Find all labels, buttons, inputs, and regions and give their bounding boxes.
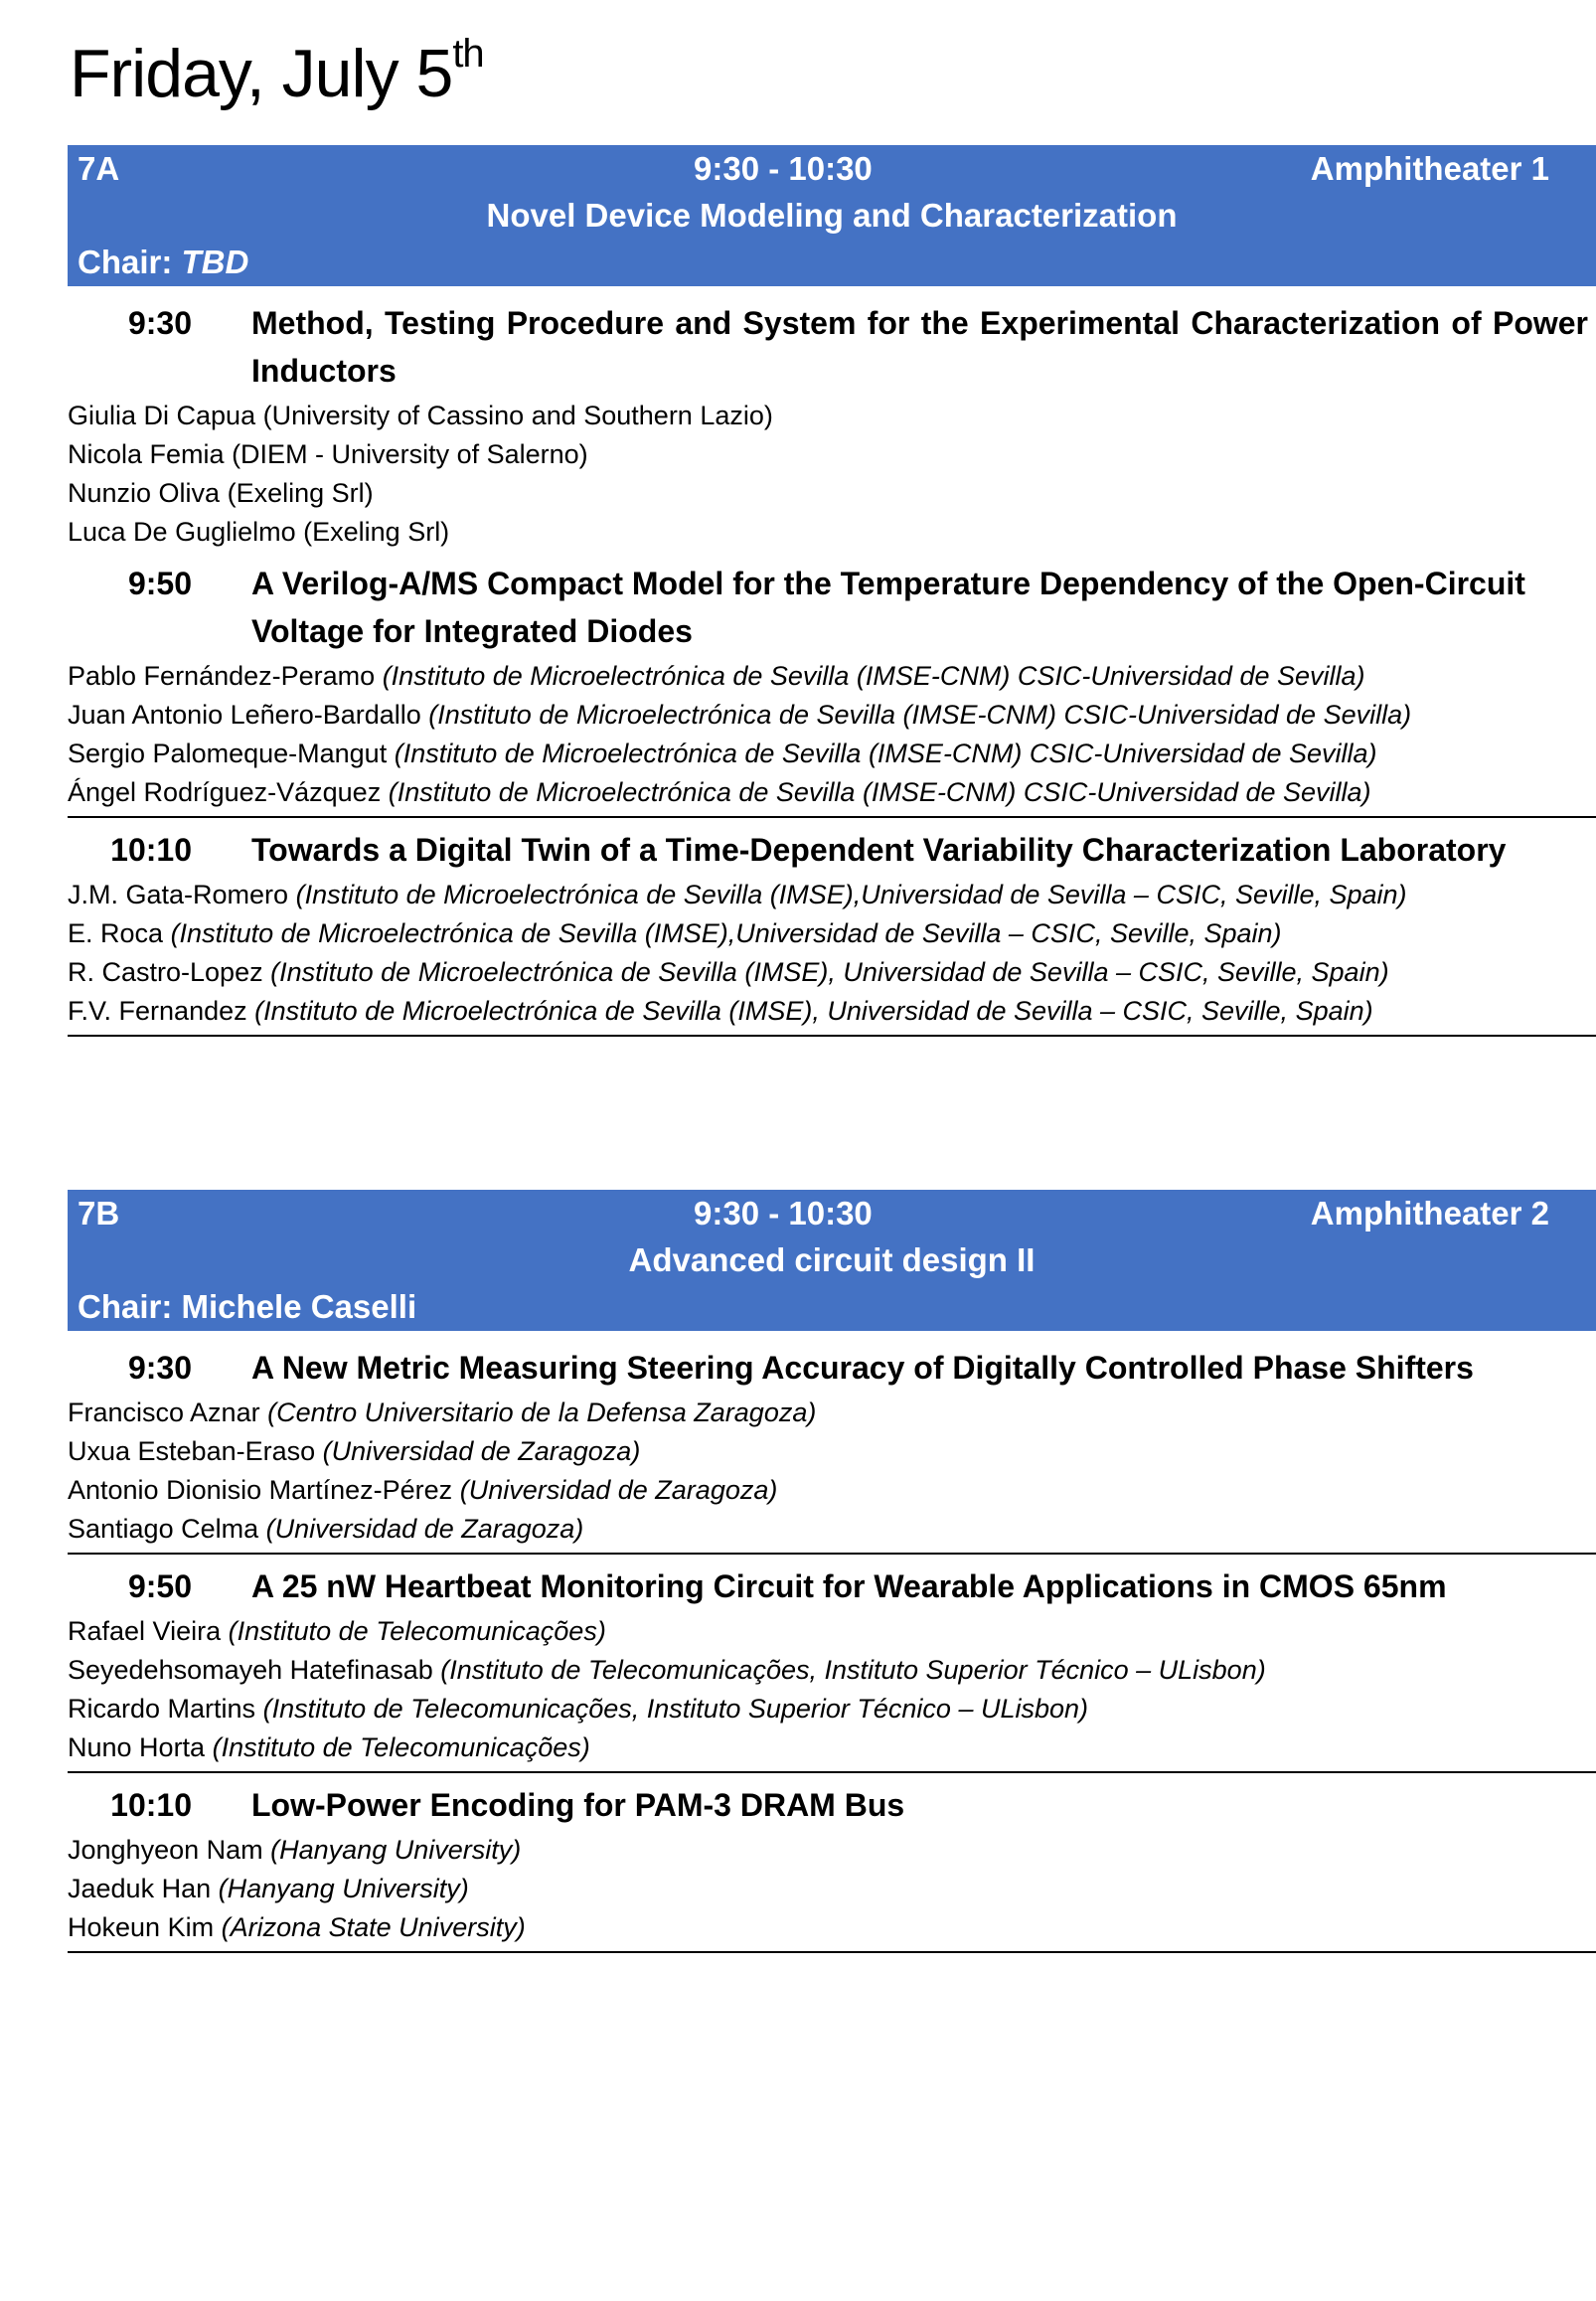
author-affiliation: (Universidad de Zaragoza) xyxy=(265,1514,584,1544)
session-title: Novel Device Modeling and Characterization xyxy=(486,197,1178,234)
paper-title: A New Metric Measuring Steering Accuracy of Digitally Controlled Phase Shifters xyxy=(251,1350,1474,1386)
paper-title: Method, Testing Procedure and System for the Experimental Characterization of Power Inductors xyxy=(251,305,1588,389)
paper-time: 9:50 xyxy=(127,1568,192,1604)
author-line xyxy=(68,1471,1596,1510)
author-name: Nunzio Oliva xyxy=(68,478,221,508)
paper-time: 9:30 xyxy=(127,305,192,341)
session-header xyxy=(68,145,1596,286)
author-affiliation: (Arizona State University) xyxy=(221,1912,526,1942)
chair-name: TBD xyxy=(181,244,249,280)
author-affiliation: (Hanyang University) xyxy=(270,1835,522,1865)
author-name: Jonghyeon Nam xyxy=(68,1835,263,1865)
author-affiliation: (Instituto de Microelectrónica de Sevilla (IMSE),Universidad de Sevilla – CSIC, Seville, Spain) xyxy=(295,880,1407,909)
author-affiliation: (Hanyang University) xyxy=(218,1874,469,1903)
author-name: Santiago Celma xyxy=(68,1514,259,1544)
author-affiliation: (Instituto de Microelectrónica de Sevilla (IMSE),Universidad de Sevilla – CSIC, Seville, Spain) xyxy=(170,918,1282,948)
author-line xyxy=(68,696,1596,735)
author-affiliation: (Centro Universitario de la Defensa Zaragoza) xyxy=(267,1397,817,1427)
author-name: Luca De Guglielmo xyxy=(68,517,296,547)
session-code: 7B xyxy=(78,1195,120,1232)
page-title xyxy=(70,34,484,113)
paper-time: 9:30 xyxy=(127,1350,192,1386)
author-line xyxy=(68,657,1596,696)
author-affiliation: (Instituto de Microelectrónica de Sevilla (IMSE), Universidad de Sevilla – CSIC, Seville, Spain) xyxy=(270,957,1389,987)
author-affiliation: (Instituto de Telecomunicações, Instituto Superior Técnico – ULisbon) xyxy=(262,1694,1089,1724)
author-list xyxy=(68,1610,1596,1771)
chair-label: Chair: xyxy=(78,244,182,280)
paper-time: 10:10 xyxy=(110,832,192,868)
author-name: Nicola Femia xyxy=(68,439,225,469)
author-line xyxy=(68,876,1596,914)
author-line xyxy=(68,1432,1596,1471)
author-affiliation: (Instituto de Microelectrónica de Sevilla (IMSE-CNM) CSIC-Universidad de Sevilla) xyxy=(428,700,1412,730)
day-ordinal-suffix: th xyxy=(452,32,484,76)
author-name: Juan Antonio Leñero-Bardallo xyxy=(68,700,421,730)
author-name: Uxua Esteban-Eraso xyxy=(68,1436,316,1466)
session-room: Amphitheater 2 xyxy=(1310,1195,1549,1232)
author-line xyxy=(68,397,1596,435)
author-name: Seyedehsomayeh Hatefinasab xyxy=(68,1655,433,1685)
author-affiliation: (Universidad de Zaragoza) xyxy=(459,1475,778,1505)
paper-time: 9:50 xyxy=(127,566,192,601)
author-affiliation: (Instituto de Microelectrónica de Sevilla (IMSE), Universidad de Sevilla – CSIC, Seville, Spain) xyxy=(254,996,1373,1026)
chair-name: Michele Caselli xyxy=(181,1288,417,1325)
author-affiliation: (Instituto de Telecomunicações) xyxy=(228,1616,606,1646)
author-line xyxy=(68,1831,1596,1870)
session-time: 9:30 - 10:30 xyxy=(694,1195,873,1232)
paper-item xyxy=(68,1555,1596,1773)
paper-title: Towards a Digital Twin of a Time-Dependent Variability Characterization Laboratory xyxy=(251,832,1507,868)
author-line xyxy=(68,953,1596,992)
author-name: R. Castro-Lopez xyxy=(68,957,263,987)
chair-label: Chair: xyxy=(78,1288,182,1325)
author-line xyxy=(68,435,1596,474)
author-line xyxy=(68,1690,1596,1728)
author-list xyxy=(68,395,1596,556)
session-chair xyxy=(78,1283,416,1330)
author-name: Pablo Fernández-Peramo xyxy=(68,661,376,691)
author-line xyxy=(68,992,1596,1031)
author-name: Antonio Dionisio Martínez-Pérez xyxy=(68,1475,453,1505)
author-affiliation: (DIEM - University of Salerno) xyxy=(232,439,588,469)
author-line xyxy=(68,1908,1596,1947)
author-name: F.V. Fernandez xyxy=(68,996,247,1026)
author-name: E. Roca xyxy=(68,918,164,948)
author-line xyxy=(68,1510,1596,1549)
session-header xyxy=(68,1190,1596,1331)
paper-title: Low-Power Encoding for PAM-3 DRAM Bus xyxy=(251,1787,905,1823)
author-name: Ricardo Martins xyxy=(68,1694,256,1724)
paper-item xyxy=(68,286,1596,556)
day-label: Friday, July 5 xyxy=(70,36,453,111)
author-name: Jaeduk Han xyxy=(68,1874,212,1903)
session-title: Advanced circuit design II xyxy=(628,1241,1036,1278)
session-room: Amphitheater 1 xyxy=(1310,150,1549,187)
paper-title: A 25 nW Heartbeat Monitoring Circuit for Wearable Applications in CMOS 65nm xyxy=(251,1568,1447,1604)
author-line xyxy=(68,735,1596,773)
author-name: Rafael Vieira xyxy=(68,1616,222,1646)
author-line xyxy=(68,474,1596,513)
paper-title: A Verilog-A/MS Compact Model for the Temperature Dependency of the Open-Circuit Voltage for Integrated Diodes xyxy=(251,566,1525,649)
author-name: Sergio Palomeque-Mangut xyxy=(68,739,388,768)
author-list xyxy=(68,1829,1596,1951)
author-affiliation: (Exeling Srl) xyxy=(303,517,450,547)
author-line xyxy=(68,1870,1596,1908)
author-line xyxy=(68,1651,1596,1690)
author-name: Giulia Di Capua xyxy=(68,401,256,430)
author-name: Nuno Horta xyxy=(68,1732,206,1762)
session-code: 7A xyxy=(78,150,120,187)
author-affiliation: (Instituto de Telecomunicações, Instituto Superior Técnico – ULisbon) xyxy=(440,1655,1266,1685)
author-name: Francisco Aznar xyxy=(68,1397,260,1427)
author-affiliation: (Universidad de Zaragoza) xyxy=(322,1436,641,1466)
author-list xyxy=(68,655,1596,816)
author-name: J.M. Gata-Romero xyxy=(68,880,289,909)
paper-item xyxy=(68,818,1596,1037)
author-line xyxy=(68,914,1596,953)
author-list xyxy=(68,1392,1596,1553)
paper-item xyxy=(68,556,1596,818)
session-chair xyxy=(78,239,248,285)
author-line xyxy=(68,1612,1596,1651)
paper-time: 10:10 xyxy=(110,1787,192,1823)
paper-item xyxy=(68,1773,1596,1953)
author-affiliation: (Instituto de Telecomunicações) xyxy=(212,1732,590,1762)
divider xyxy=(68,1951,1596,1953)
paper-item xyxy=(68,1331,1596,1555)
session-7a xyxy=(68,145,1596,1037)
author-affiliation: (Exeling Srl) xyxy=(227,478,374,508)
author-line xyxy=(68,513,1596,552)
author-line xyxy=(68,1728,1596,1767)
author-affiliation: (Instituto de Microelectrónica de Sevilla (IMSE-CNM) CSIC-Universidad de Sevilla) xyxy=(388,777,1371,807)
author-line xyxy=(68,1394,1596,1432)
divider xyxy=(68,1035,1596,1037)
author-affiliation: (Instituto de Microelectrónica de Sevilla (IMSE-CNM) CSIC-Universidad de Sevilla) xyxy=(382,661,1365,691)
author-name: Ángel Rodríguez-Vázquez xyxy=(68,777,382,807)
author-affiliation: (Instituto de Microelectrónica de Sevilla (IMSE-CNM) CSIC-Universidad de Sevilla) xyxy=(394,739,1377,768)
session-7b xyxy=(68,1190,1596,1953)
session-time: 9:30 - 10:30 xyxy=(694,150,873,187)
author-list xyxy=(68,874,1596,1035)
author-name: Hokeun Kim xyxy=(68,1912,215,1942)
author-line xyxy=(68,773,1596,812)
author-affiliation: (University of Cassino and Southern Lazio) xyxy=(262,401,773,430)
